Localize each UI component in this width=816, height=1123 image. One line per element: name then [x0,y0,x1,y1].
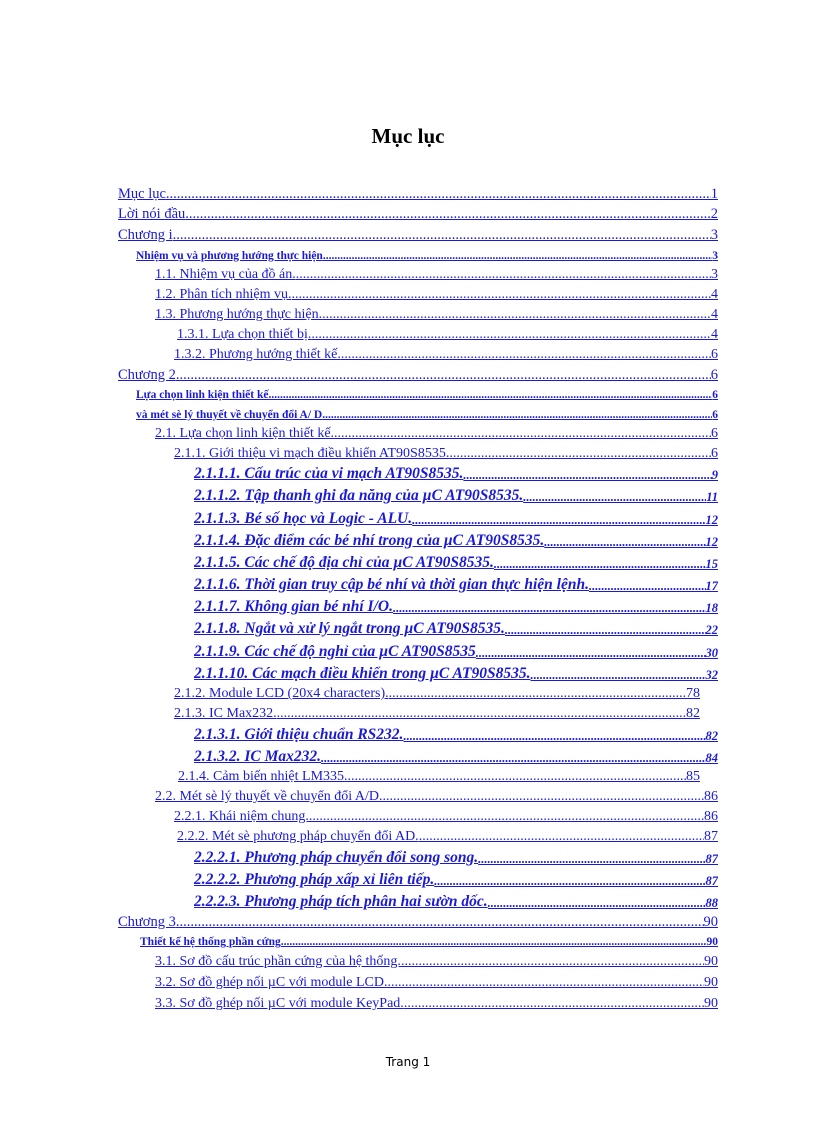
toc-entry-page: 90 [706,936,718,948]
toc-entry-text: 2.1.3.1. Giới thiệu chuẩn RS232. [194,726,404,743]
toc-entry-page: 12 [705,535,718,549]
toc-entry-text: 2.1.1. Giới thiệu vi mạch điều khiển AT90S8535. [174,446,450,461]
toc-entry-text: 2.1.1.10. Các mạch điều khiển trong µC AT90S8535. [194,665,531,682]
toc-entry[interactable] [194,576,718,594]
toc-entry-text: 2.2.2.2. Phương pháp xấp xỉ liên tiếp. [194,871,435,888]
toc-entry[interactable] [155,789,718,805]
toc-entry-page: 87 [705,852,718,866]
toc-entry-page: 6 [710,367,718,383]
toc-entry-text: Mục lục [118,186,166,202]
toc-entry[interactable] [177,327,718,343]
toc-entry-text: 3.1. Sơ đồ cấu trúc phần cứng của hệ thống. [155,954,401,969]
toc-entry[interactable] [140,936,718,948]
toc-entry-page: 78 [686,686,700,701]
toc-entry[interactable] [178,769,700,785]
toc-entry-text: Lựa chọn linh kiện thiết kế [136,389,269,401]
toc-entry-text: 1.1. Nhiệm vụ của đồ án. [155,267,296,282]
toc-entry-page: 82 [705,729,718,743]
toc-entry[interactable] [194,598,718,616]
toc-entry-text: 2.2.2.1. Phương pháp chuyển đổi song song. [194,849,479,866]
toc-entry-page: 90 [704,954,718,969]
toc-entry-text: 2.2.2. Mét sè phương pháp chuyển đổi AD. [177,829,419,844]
toc-entry-text: Chương i [118,227,173,243]
toc-entry-page: 6 [711,347,718,362]
toc-entry[interactable] [174,347,718,363]
toc-entry-page: 90 [703,914,718,930]
toc-entry-page: 30 [705,646,718,660]
toc-entry[interactable] [194,554,718,572]
toc-entry-page: 3 [711,267,718,282]
toc-entry[interactable] [194,893,718,911]
toc-entry-text: Thiết kế hệ thống phần cứng [140,936,281,948]
toc-entry[interactable] [194,665,718,683]
toc-entry-text: 2.1.3. IC Max232. [174,706,277,721]
toc-entry-page: 90 [704,996,718,1011]
toc-entry-page: 12 [705,513,718,527]
toc-entry-text: 2.1.3.2. IC Max232. [194,748,322,765]
toc-entry-page: 6 [712,389,718,401]
toc-entry-text: 2.2.2.3. Phương pháp tích phân hai sườn dốc. [194,893,488,910]
toc-entry-text: 1.3.1. Lựa chọn thiết bị. [177,327,312,342]
toc-entry-page: 4 [711,327,718,342]
toc-entry-page: 86 [704,789,718,804]
toc-entry-page: 2 [710,206,718,222]
toc-entry[interactable] [155,975,718,991]
toc-entry-page: 86 [704,809,718,824]
toc-entry[interactable] [136,409,718,421]
toc-entry-text: 1.3.2. Phương hướng thiết kế. [174,347,341,362]
toc-entry[interactable] [194,748,718,766]
toc-entry-page: 6 [712,409,718,421]
toc-entry[interactable] [118,914,718,931]
toc-entry-text: 2.1. Lựa chọn linh kiện thiết kế. [155,426,335,441]
toc-entry-text: Lời nói đầu [118,206,186,222]
toc-entry[interactable] [174,706,700,722]
toc-entry[interactable] [194,643,718,661]
toc-entry[interactable] [136,389,718,401]
toc-entry-text: 2.2. Mét sè lý thuyết về chuyển đổi A/D. [155,789,383,804]
toc-entry-page: 22 [705,623,718,637]
toc-entry[interactable] [194,849,718,867]
toc-entry-text: 2.1.1.9. Các chế độ nghỉ của µC AT90S8535 [194,643,476,660]
toc-entry[interactable] [174,686,700,702]
toc-entry-page: 18 [705,601,718,615]
toc-entry[interactable] [118,206,718,223]
toc-entry[interactable] [155,267,718,283]
toc-entry-page: 84 [705,751,718,765]
toc-entry-page: 15 [705,557,718,571]
toc-entry-text: 3.3. Sơ đồ ghép nối µC với module KeyPad. [155,996,404,1011]
toc-entry-text: 2.1.1.1. Cấu trúc của vi mạch AT90S8535. [194,465,464,482]
toc-entry-text: Nhiệm vụ và phương hướng thực hiện [136,250,323,262]
toc-entry-text: 2.1.1.5. Các chế độ địa chỉ của µC AT90S8535. [194,554,494,571]
toc-entry-page: 3 [710,227,718,243]
toc-entry-page: 1 [710,186,718,202]
toc-entry-text: Chương 2 [118,367,176,383]
toc-entry-page: 6 [711,446,718,461]
toc-entry-page: 87 [704,829,718,844]
toc-entry-text: Chương 3 [118,914,176,930]
toc-entry[interactable] [118,227,718,244]
toc-entry[interactable] [194,532,718,550]
toc-entry-page: 4 [711,287,718,302]
toc-entry-page: 88 [705,896,718,910]
toc-entry[interactable] [174,446,718,462]
toc-entry[interactable] [194,510,718,528]
toc-entry-text: 2.1.1.6. Thời gian truy cập bé nhí và thời gian thực hiện lệnh. [194,576,589,593]
toc-entry[interactable] [177,829,718,845]
toc-entry-page: 4 [711,307,718,322]
toc-entry-text: 2.2.1. Khái niệm chung. [174,809,309,824]
toc-entry[interactable] [155,287,718,303]
toc-entry[interactable] [155,954,718,970]
toc-entry[interactable] [194,465,718,483]
toc-entry-page: 3 [712,250,718,262]
toc-entry-text: và mét sè lý thuyết về chuyển đổi A/ D [136,409,323,421]
toc-entry-text: 2.1.1.8. Ngắt và xử lý ngắt trong µC AT90S8535. [194,620,505,637]
toc-entry-text: 2.1.1.2. Tập thanh ghi đa năng của µC AT90S8535. [194,487,524,504]
toc-entry-text: 3.2. Sơ đồ ghép nối µC với module LCD. [155,975,388,990]
toc-entry-page: 6 [711,426,718,441]
toc-entry[interactable] [194,487,718,505]
toc-entry[interactable] [118,367,718,384]
toc-entry-page: 87 [705,874,718,888]
toc-entry-text: 2.1.4. Cảm biến nhiệt LM335 [178,769,345,784]
toc-entry-text: 2.1.2. Module LCD (20x4 characters). [174,686,389,701]
toc-entry[interactable] [118,186,718,203]
toc-entry[interactable] [174,809,718,825]
page-title: Mục lục [371,124,445,148]
toc-entry-page: 90 [704,975,718,990]
toc-entry-page: 17 [705,579,718,593]
toc-entry[interactable] [194,871,718,889]
toc-entry-page: 82 [686,706,700,721]
toc-entry-text: 1.3. Phương hướng thực hiện. [155,307,323,322]
toc-entry-text: 2.1.1.3. Bé số học và Logic - ALU. [194,510,413,527]
toc-entry-page: 32 [705,668,718,682]
toc-entry-text: 1.2. Phân tích nhiệm vụ. [155,287,292,302]
page-footer: Trang 1 [385,1055,431,1069]
toc-entry[interactable] [155,996,718,1012]
toc-entry-page: 11 [706,490,718,504]
toc-entry[interactable] [194,726,718,744]
toc-entry[interactable] [155,307,718,323]
toc-entry-page: 85 [686,769,700,784]
toc-entry[interactable] [155,426,718,442]
toc-entry[interactable] [194,620,718,638]
toc-entry-text: 2.1.1.4. Đặc điểm các bé nhí trong của µC AT90S8535. [194,532,545,549]
toc-entry-page: 9 [711,468,718,482]
toc-entry-text: 2.1.1.7. Không gian bé nhí I/O. [194,598,393,615]
toc-entry[interactable] [136,250,718,262]
